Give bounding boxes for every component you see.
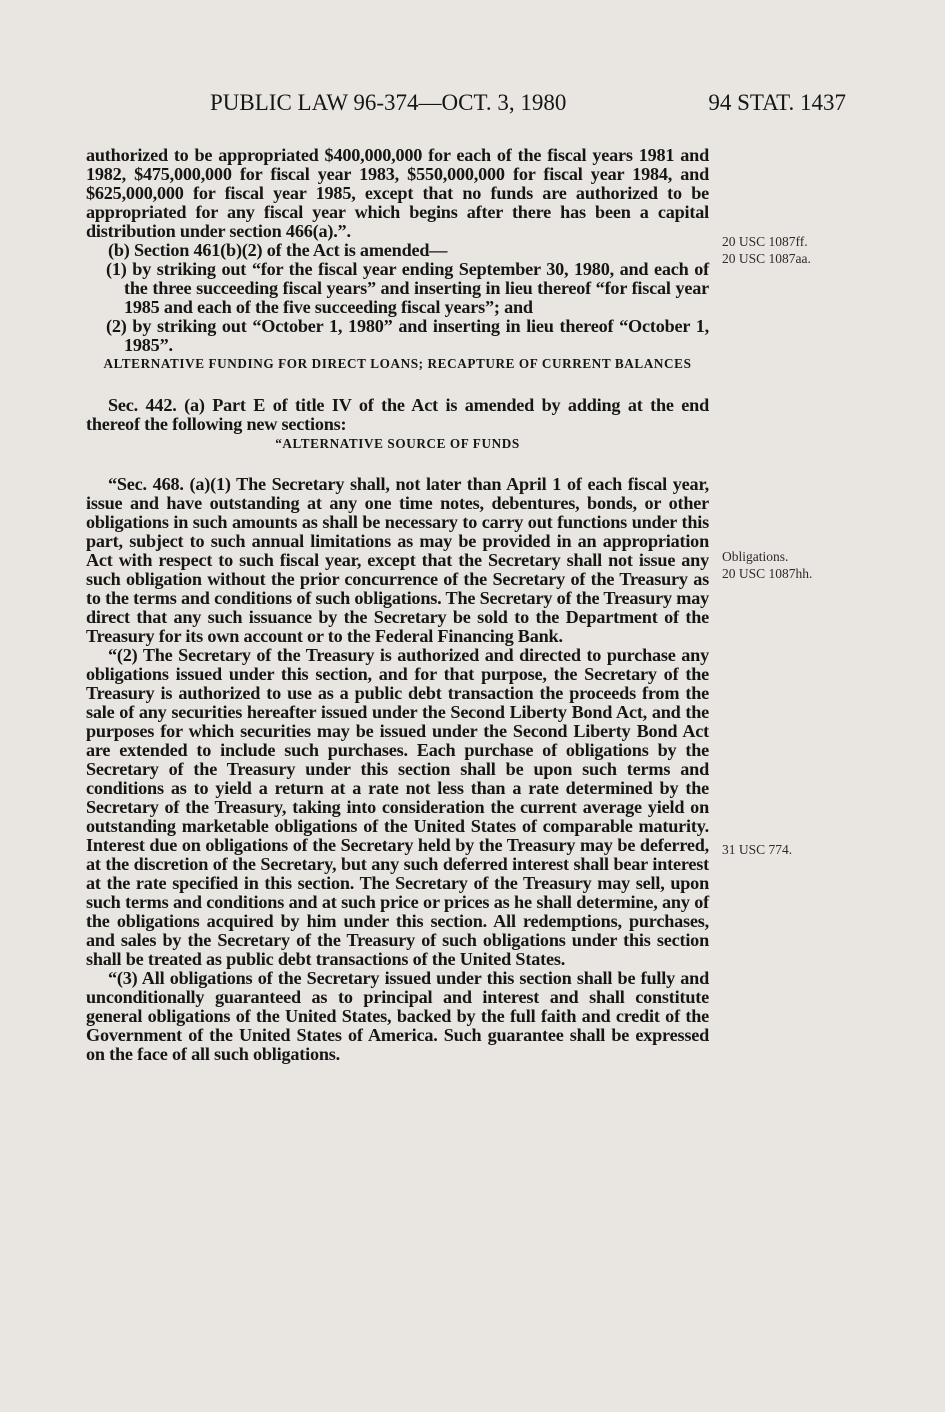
margin-note-citation-3 bbox=[722, 841, 862, 858]
paragraph-sec-468-a3: “(3) All obligations of the Secretary issued under this section shall be fully and unconditionally guaranteed as to principal and interest and shall constitute general obligations of the United States, backed by the full faith and credit of the Government of the United States of America. Such guarantee shall be expressed on the face of all such obligations. bbox=[86, 968, 709, 1064]
paragraph-authorization: authorized to be appropriated $400,000,000 for each of the fiscal years 1981 and 1982, $475,000,000 for fiscal year 1983, $550,000,000 for fiscal year 1984, and $625,000,000 for fiscal year 1985, except that no funds are authorized to be appropriated for any fiscal year which begins after there has been a capital distribution under section 466(a).”. bbox=[86, 145, 709, 241]
section-heading: ALTERNATIVE FUNDING FOR DIRECT LOANS; RECAPTURE OF CURRENT BALANCES bbox=[103, 356, 692, 371]
paragraph-clause-2: (2) by striking out “October 1, 1980” and inserting in lieu thereof “October 1, 1985”. bbox=[106, 316, 709, 355]
margin-citation: 20 USC 1087aa. bbox=[722, 251, 811, 266]
paragraph-sec-468-a2: “(2) The Secretary of the Treasury is authorized and directed to purchase any obligations issued under this section, and for that purpose, the Secretary of the Treasury is authorized to use as a public debt transaction the proceeds from the sale of any securities hereafter issued under the Second Liberty Bond Act, and the purposes for which securities may be issued under the Second Liberty Bond Act are extended to include such purchases. Each purchase of obligations by the Secretary of the Treasury under this section shall be upon such terms and conditions as to yield a return at a rate not less than a rate determined by the Secretary of the Treasury, taking into consideration the current average yield on outstanding marketable obligations of the United States of comparable maturity. Interest due on obligations of the Secretary held by the Treasury may be deferred, at the discretion of the Secretary, but any such deferred interest shall bear interest at the rate specified in this section. The Secretary of the Treasury may sell, upon such terms and conditions and at such price or prices as he shall determine, any of the obligations acquired by him under this section. All redemptions, purchases, and sales by the Secretary of the Treasury of such obligations under this section shall be treated as public debt transactions of the United States. bbox=[86, 645, 709, 969]
law-title: PUBLIC LAW 96-374—OCT. 3, 1980 bbox=[210, 90, 567, 115]
margin-topic: Obligations. bbox=[722, 549, 789, 564]
document-body bbox=[86, 146, 709, 1064]
paragraph-sec-468-a1: “Sec. 468. (a)(1) The Secretary shall, not later than April 1 of each fiscal year, issue and have outstanding at any one time notes, debentures, bonds, or other obligations in such amounts as shall be necessary to carry out functions under this part, subject to such annual limitations as may be provided in an appropriation Act with respect to such fiscal year, except that the Secretary shall not issue any such obligation without the prior concurrence of the Secretary of the Treasury as to the terms and conditions of such obligations. The Secretary of the Treasury may direct that any such issuance by the Secretary be sold to the Department of the Treasury for its own account or to the Federal Financing Bank. bbox=[86, 474, 709, 646]
paragraph-clause-1: (1) by striking out “for the fiscal year ending September 30, 1980, and each of the three succeeding fiscal years” and inserting in lieu thereof “for fiscal year 1985 and each of the five succeeding fiscal years”; and bbox=[106, 259, 709, 317]
margin-citation: 20 USC 1087ff. bbox=[722, 234, 808, 249]
page-header bbox=[210, 90, 846, 126]
margin-citation: 31 USC 774. bbox=[722, 842, 793, 857]
subheading-alternative-source: “ALTERNATIVE SOURCE OF FUNDS bbox=[275, 436, 520, 451]
margin-note-obligations bbox=[722, 548, 862, 582]
statute-citation: 94 STAT. 1437 bbox=[708, 90, 846, 115]
paragraph-sec-442: Sec. 442. (a) Part E of title IV of the Act is amended by adding at the end thereof the following new sections: bbox=[86, 395, 709, 434]
margin-citation: 20 USC 1087hh. bbox=[722, 566, 813, 581]
margin-note-citations-1 bbox=[722, 233, 862, 267]
paragraph-subsection-b: (b) Section 461(b)(2) of the Act is amended— bbox=[108, 240, 448, 260]
